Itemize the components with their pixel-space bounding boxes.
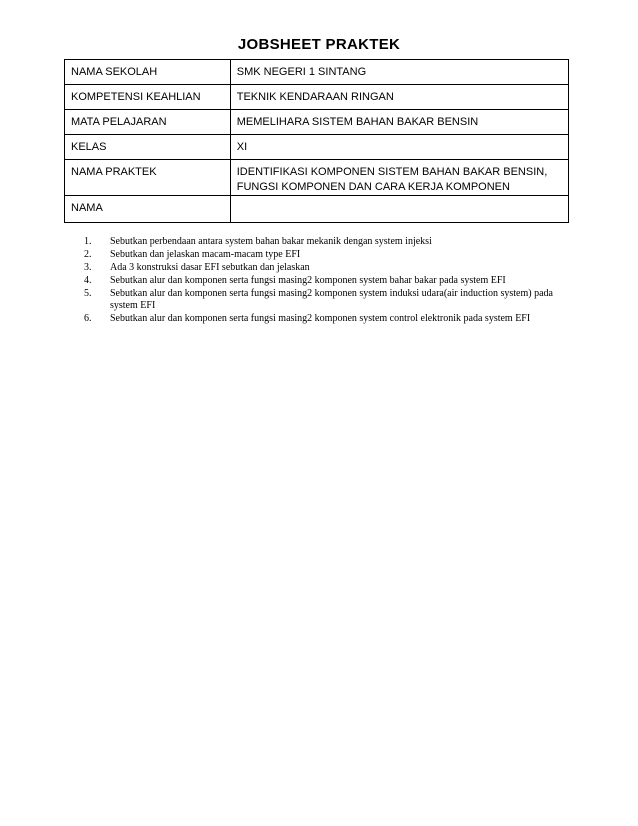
question-text: Sebutkan alur dan komponen serta fungsi masing2 komponen system control elektronik pada system EFI bbox=[110, 313, 531, 324]
row-label-nama-praktek: NAMA PRAKTEK bbox=[65, 160, 231, 196]
list-item bbox=[84, 288, 564, 312]
table-row bbox=[65, 110, 569, 135]
table-row bbox=[65, 135, 569, 160]
row-value-nama[interactable] bbox=[230, 196, 568, 223]
list-item bbox=[84, 236, 564, 248]
nama-praktek-line-2: FUNGSI KOMPONEN DAN CARA KERJA KOMPONEN bbox=[236, 181, 510, 193]
row-label-mata-pelajaran: MATA PELAJARAN bbox=[65, 110, 231, 135]
question-number: 4. bbox=[84, 275, 92, 286]
row-value-kompetensi-keahlian: TEKNIK KENDARAAN RINGAN bbox=[230, 85, 568, 110]
question-text: Sebutkan alur dan komponen serta fungsi masing2 komponen system induksi udara(air induction system) pada system EFI bbox=[110, 288, 553, 311]
list-item bbox=[84, 275, 564, 287]
question-text: Sebutkan dan jelaskan macam-macam type EFI bbox=[110, 249, 301, 260]
question-text: Ada 3 konstruksi dasar EFI sebutkan dan jelaskan bbox=[110, 262, 310, 273]
question-text: Sebutkan alur dan komponen serta fungsi masing2 komponen system bahar bakar pada system EFI bbox=[110, 275, 506, 286]
row-label-nama: NAMA bbox=[65, 196, 231, 223]
question-number: 1. bbox=[84, 236, 92, 247]
row-label-nama-sekolah: NAMA SEKOLAH bbox=[65, 60, 231, 85]
list-item bbox=[84, 262, 564, 274]
info-table bbox=[64, 59, 569, 223]
question-text: Sebutkan perbendaan antara system bahan bakar mekanik dengan system injeksi bbox=[110, 236, 432, 247]
row-value-kelas: XI bbox=[230, 135, 568, 160]
table-row bbox=[65, 60, 569, 85]
nama-praktek-line-1: IDENTIFIKASI KOMPONEN SISTEM BAHAN BAKAR BENSIN, bbox=[236, 166, 548, 178]
question-list bbox=[84, 236, 564, 326]
list-item bbox=[84, 249, 564, 261]
row-value-nama-sekolah: SMK NEGERI 1 SINTANG bbox=[230, 60, 568, 85]
table-row bbox=[65, 85, 569, 110]
question-number: 2. bbox=[84, 249, 92, 260]
question-number: 3. bbox=[84, 262, 92, 273]
row-value-nama-praktek bbox=[230, 160, 568, 196]
page-title: JOBSHEET PRAKTEK bbox=[237, 36, 401, 53]
row-label-kelas: KELAS bbox=[65, 135, 231, 160]
table-row bbox=[65, 196, 569, 223]
question-number: 5. bbox=[84, 288, 92, 299]
question-number: 6. bbox=[84, 313, 92, 324]
row-label-kompetensi-keahlian: KOMPETENSI KEAHLIAN bbox=[65, 85, 231, 110]
row-value-mata-pelajaran: MEMELIHARA SISTEM BAHAN BAKAR BENSIN bbox=[230, 110, 568, 135]
table-row bbox=[65, 160, 569, 196]
list-item bbox=[84, 313, 564, 325]
